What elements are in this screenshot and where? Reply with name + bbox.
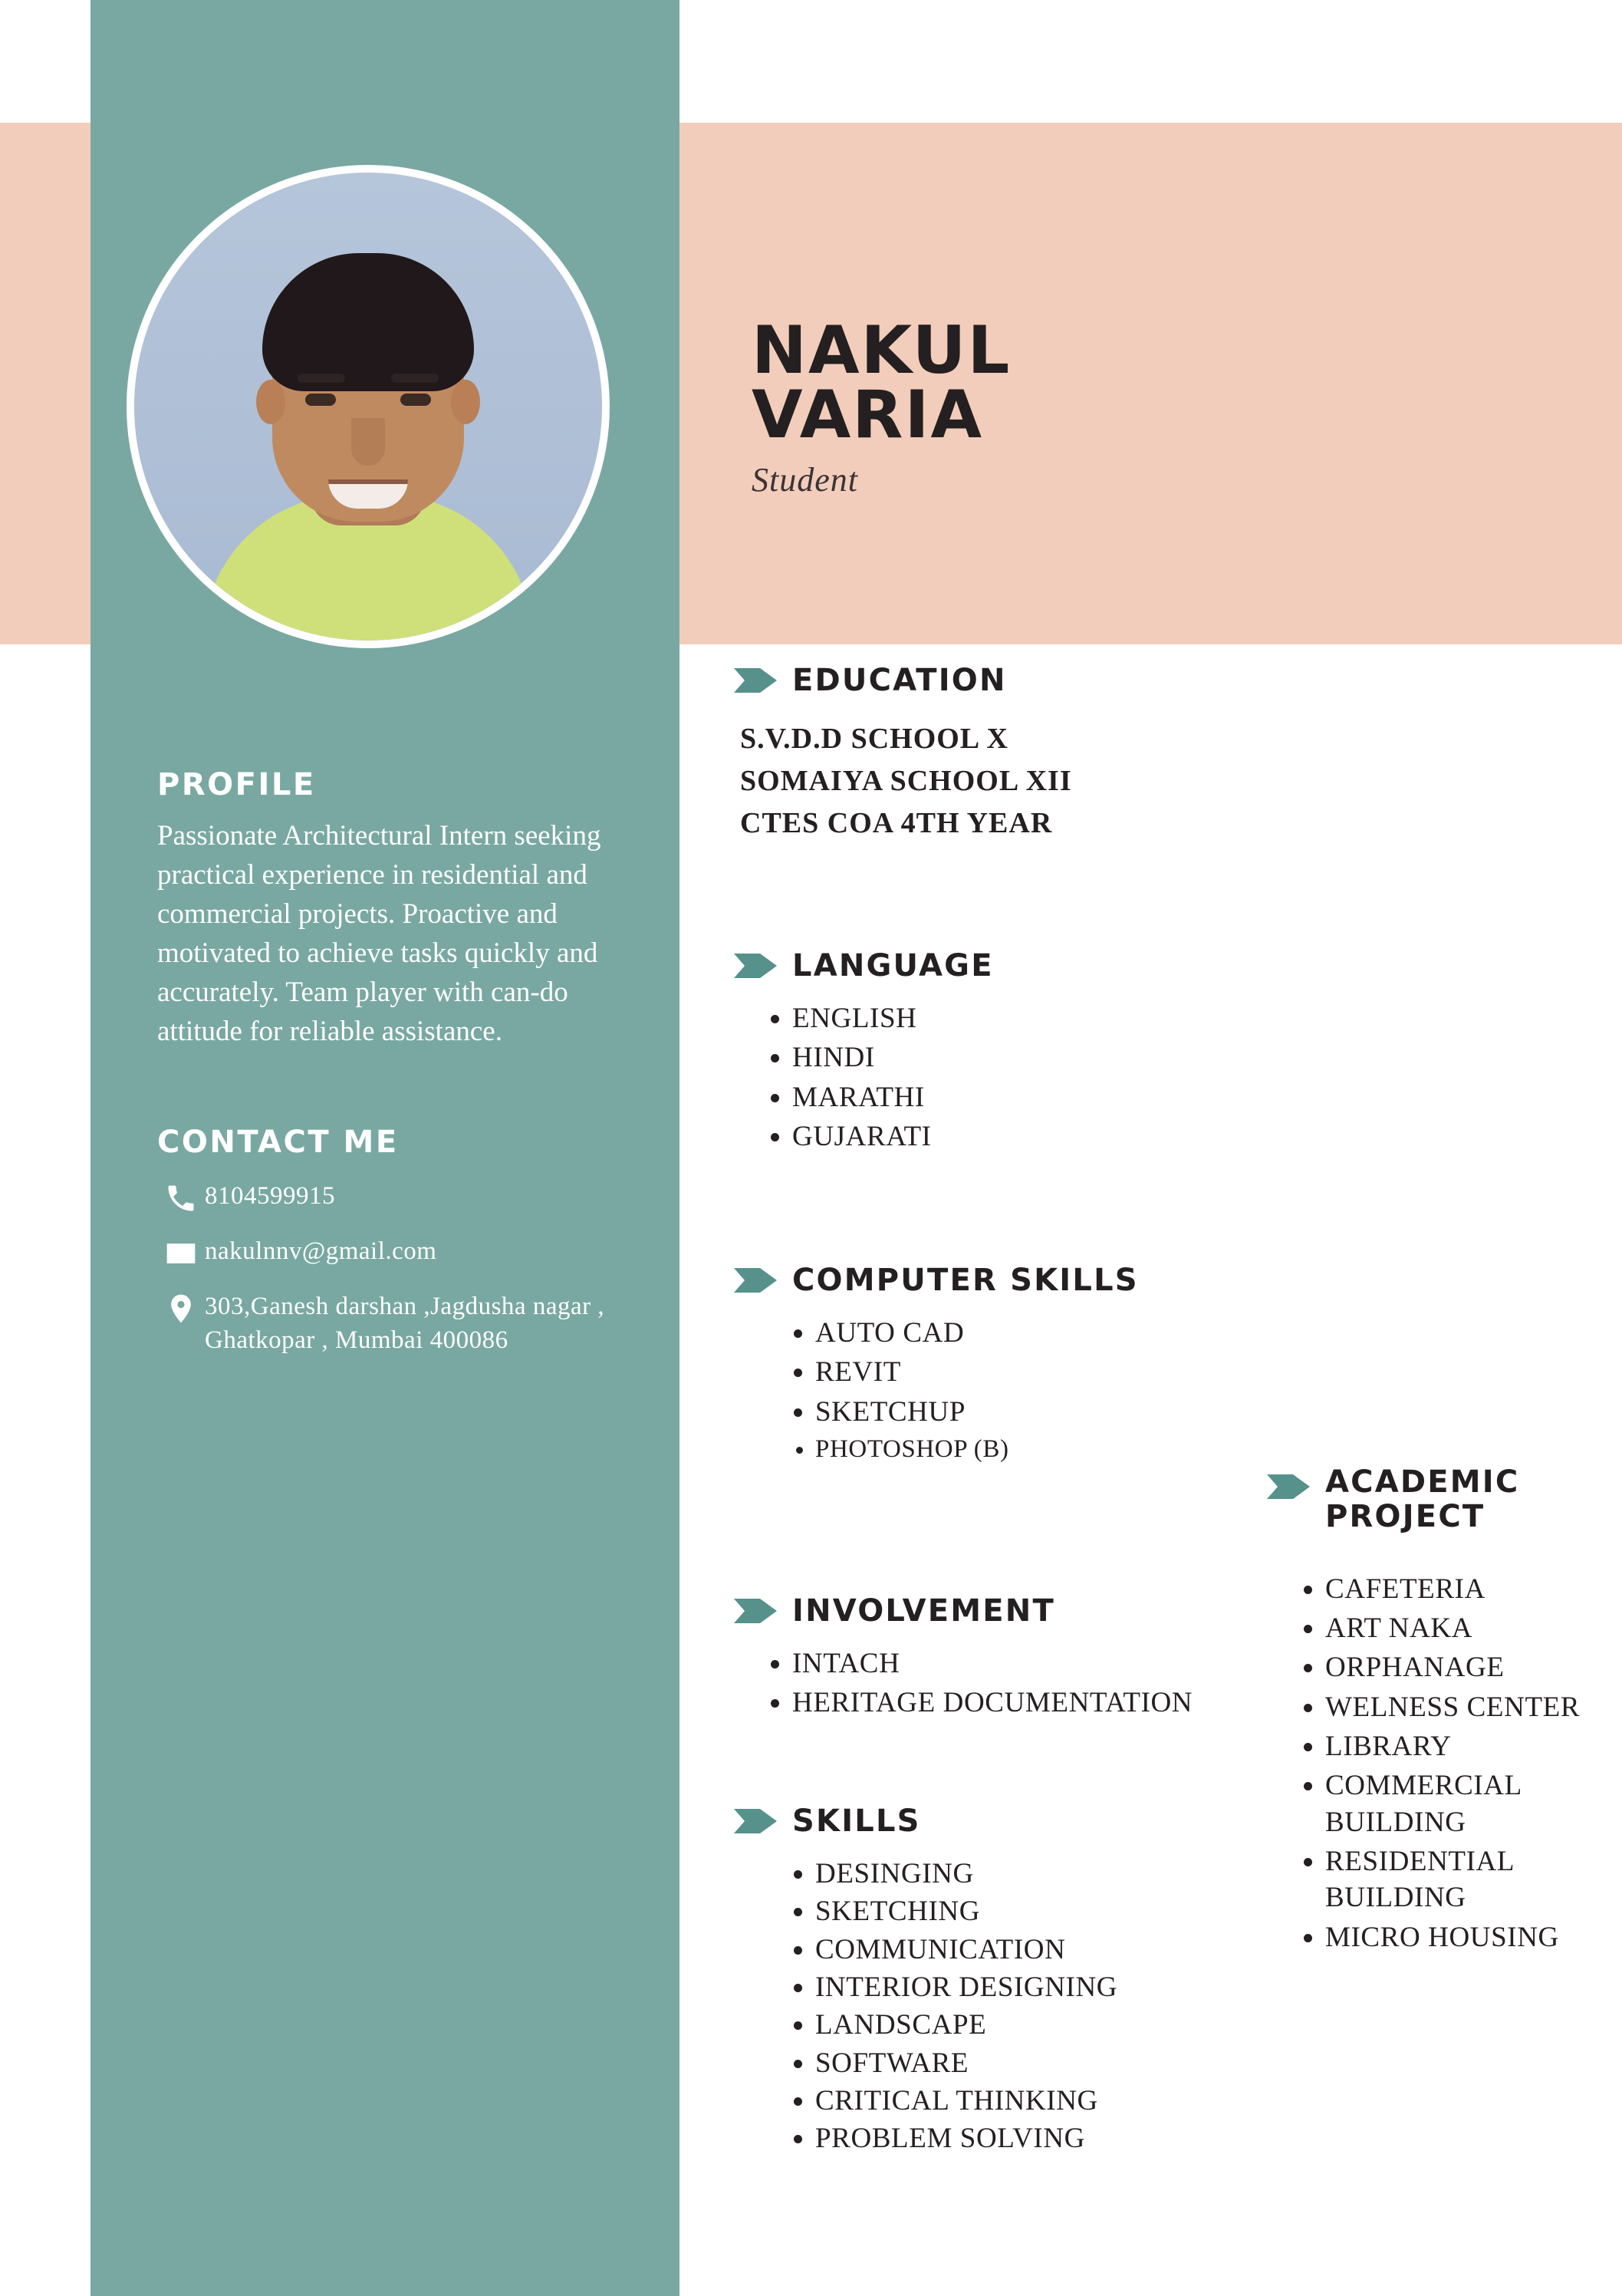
arrow-icon [1265, 1471, 1313, 1502]
computer-skills-list [732, 1315, 1361, 1465]
list-item: • CAFETERIA [1325, 1571, 1610, 1607]
section-language [732, 949, 1361, 1158]
list-item: • COMMUNICATION [815, 1932, 1361, 1968]
list-item: • MICRO HOUSING [1325, 1919, 1610, 1955]
arrow-icon [732, 1596, 780, 1626]
contact-phone[interactable] [157, 1180, 610, 1215]
section-title-involvement: INVOLVEMENT [792, 1593, 1055, 1629]
section-title-academic-project [1325, 1465, 1519, 1534]
arrow-icon [732, 1806, 780, 1836]
section-title-language: LANGUAGE [792, 948, 994, 983]
list-item: • PHOTOSHOP (B) [815, 1433, 1361, 1465]
avatar-image [134, 173, 602, 641]
section-computer-skills [732, 1263, 1361, 1468]
list-item: • PROBLEM SOLVING [815, 2120, 1361, 2156]
list-item: • COMMERCIAL BUILDING [1325, 1767, 1610, 1840]
arrow-icon [732, 950, 780, 981]
arrow-icon [732, 1265, 780, 1296]
envelope-icon [157, 1235, 205, 1270]
language-list [732, 1000, 1361, 1155]
sidebar-content [157, 767, 610, 1357]
profile-text: Passionate Architectural Intern seeking practical experience in residential and commercial projects. Proactive and motivated to achieve tasks quickly and accurately. Team player with can-do attitude for reliable assistance. [157, 820, 601, 1048]
list-item: • SKETCHUP [815, 1394, 1361, 1430]
address-value: 303,Ganesh darshan ,Jagdusha nagar , Ghatkopar , Mumbai 400086 [205, 1293, 605, 1354]
list-item: • DESINGING [815, 1856, 1361, 1892]
list-item: • SKETCHING [815, 1893, 1361, 1929]
email-value: nakulnnv@gmail.com [205, 1237, 437, 1266]
education-line: SOMAIYA SCHOOL XII [740, 764, 1072, 797]
list-item: • HINDI [792, 1039, 1361, 1076]
list-item: • AUTO CAD [815, 1315, 1361, 1351]
arrow-icon [732, 665, 780, 696]
education-line: CTES COA 4TH YEAR [740, 806, 1053, 839]
list-item: • GUJARATI [792, 1118, 1361, 1155]
location-pin-icon [157, 1290, 205, 1326]
contact-heading: CONTACT ME [157, 1125, 399, 1161]
list-item: • REVIT [815, 1354, 1361, 1390]
list-item: • ORPHANAGE [1325, 1649, 1610, 1685]
academic-title-line2: PROJECT [1325, 1498, 1485, 1534]
profile-heading: PROFILE [157, 767, 316, 802]
academic-project-list [1265, 1571, 1610, 1956]
list-item: • ART NAKA [1325, 1610, 1610, 1646]
list-item: • RESIDENTIAL BUILDING [1325, 1843, 1610, 1916]
section-education [732, 664, 1361, 845]
list-item: • CRITICAL THINKING [815, 2083, 1361, 2119]
list-item: • SOFTWARE [815, 2045, 1361, 2081]
academic-title-line1: ACADEMIC [1325, 1464, 1520, 1500]
section-title-computer-skills: COMPUTER SKILLS [792, 1263, 1139, 1298]
avatar [127, 165, 610, 648]
last-name: VARIA [752, 377, 984, 454]
contact-email[interactable] [157, 1235, 610, 1270]
contact-address[interactable] [157, 1290, 610, 1357]
list-item: • INTERIOR DESIGNING [815, 1969, 1361, 2005]
first-name: NAKUL [752, 312, 1012, 389]
list-item: • LANDSCAPE [815, 2007, 1361, 2043]
section-title-education: EDUCATION [792, 663, 1007, 698]
page-title [752, 312, 1442, 499]
section-academic-project [1265, 1465, 1610, 1958]
list-item: • LIBRARY [1325, 1728, 1610, 1764]
job-role: Student [752, 460, 858, 499]
list-item: • WELNESS CENTER [1325, 1689, 1610, 1725]
education-line: S.V.D.D SCHOOL X [740, 722, 1009, 755]
list-item: • HERITAGE DOCUMENTATION [792, 1685, 1377, 1721]
phone-value: 8104599915 [205, 1182, 335, 1211]
phone-icon [157, 1180, 205, 1215]
list-item: • MARATHI [792, 1079, 1361, 1115]
section-title-skills: SKILLS [792, 1804, 921, 1839]
list-item: • INTACH [792, 1645, 1377, 1682]
list-item: • ENGLISH [792, 1000, 1361, 1036]
